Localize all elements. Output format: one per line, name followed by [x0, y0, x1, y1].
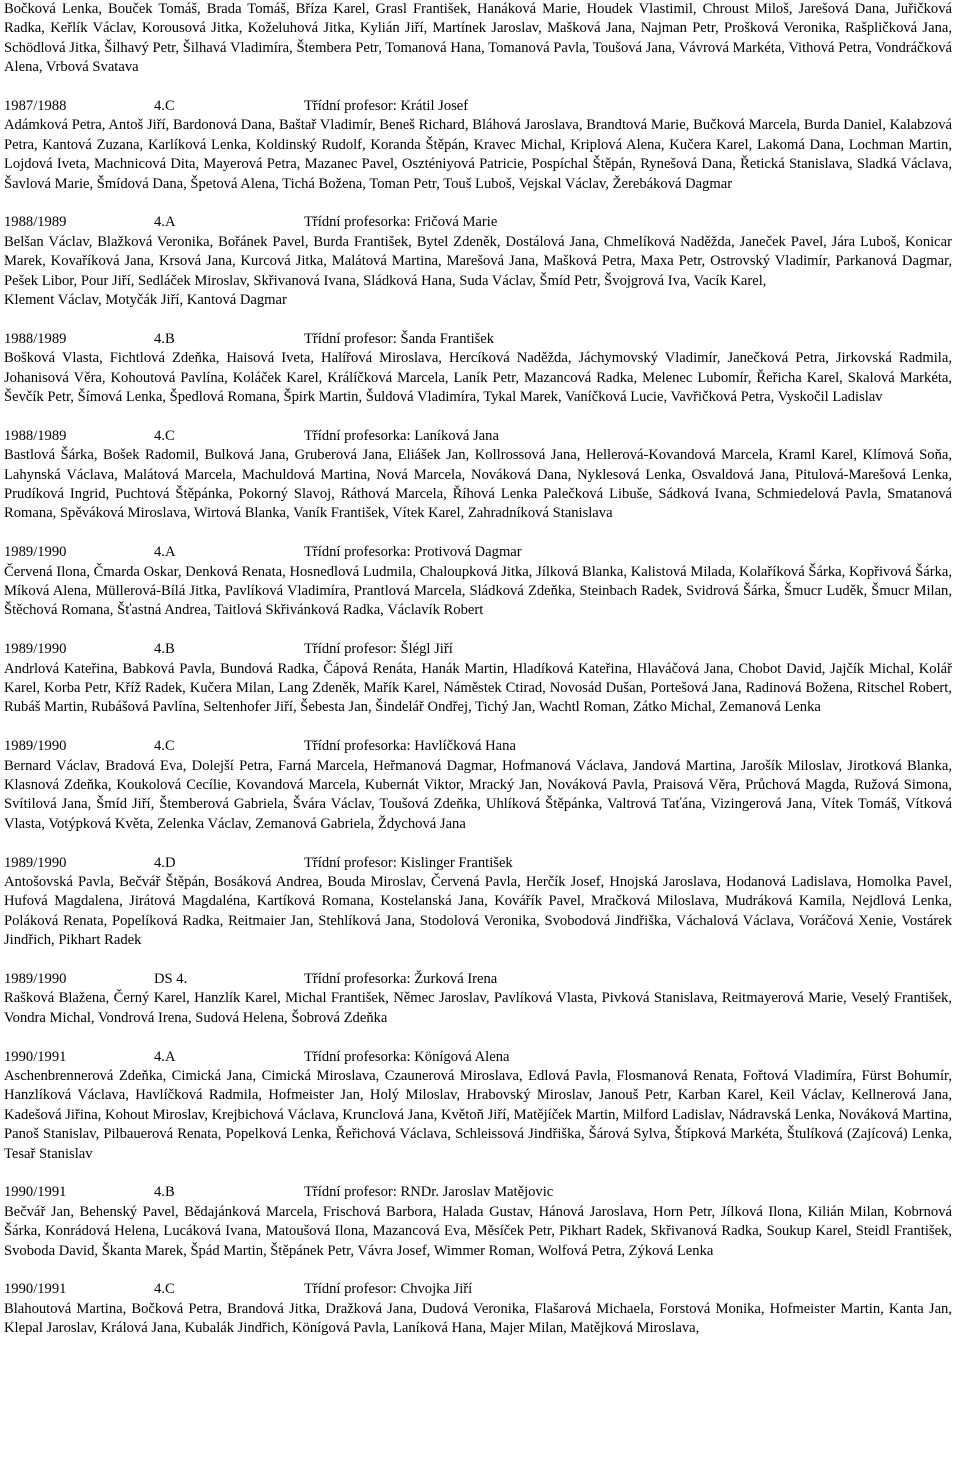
school-year: 1988/1989 — [4, 427, 67, 444]
school-year: 1990/1991 — [4, 1048, 67, 1065]
class-section — [4, 621, 952, 718]
intro-student-list: Bočková Lenka, Bouček Tomáš, Brada Tomáš, Bříza Karel, Grasl František, Hanáková Marie, Houdek Vlastimil, Chroust Miloš, Jarešová Dana, Juřičková Radka, Keřlík Václav, Korousová Jitka, Koželuhová Jitka, Kylián Jiří, Martínek Jaroslav, Mašková Jana, Najman Petr, Prošková Veronika, Rašpličková Jana, Schödlová Jitka, Šilhavý Petr, Šilhavá Vladimíra, Štembera Petr, Tomanová Hana, Tomanová Pavla, Toušová Jana, Vávrová Markéta, Vithová Petra, Vondráčková Alena, Vrbová Svatava — [4, 1, 952, 76]
class-teacher: Třídní profesor: Šlégl Jiří — [304, 641, 453, 658]
class-section — [4, 718, 952, 834]
student-list: Adámková Petra, Antoš Jiří, Bardonová Dana, Baštař Vladimír, Beneš Richard, Bláhová Jaroslava, Brandtová Marie, Bučková Marcela, Burda Daniel, Kalabzová Petra, Kantová Zuzana, Karlíková Lenka, Koldinský Rudolf, Koranda Štěpán, Kravec Michal, Kriplová Alena, Kučera Karel, Lakomá Dana, Lochman Martin, Lojdová Iveta, Machnicová Dita, Mayerová Petra, Mazanec Pavel, Oszténiyová Patricie, Pospíchal Štěpán, Rynešová Dana, Řetická Stanislava, Sladká Václava, Šavlová Marie, Šmídová Dana, Špetová Alena, Tichá Božena, Toman Petr, Touš Luboš, Vejskal Václav, Žerebáková Dagmar — [4, 117, 952, 192]
document-page — [4, 0, 952, 1339]
class-label: 4.C — [154, 1281, 175, 1298]
class-teacher: Třídní profesorka: Laníková Jana — [304, 427, 499, 444]
student-list-extra: Klement Václav, Motyčák Jiří, Kantová Dagmar — [4, 292, 287, 309]
student-list: Bernard Václav, Bradová Eva, Dolejší Petra, Farná Marcela, Heřmanová Dagmar, Hofmanová Václava, Jandová Martina, Jarošík Miloslav, Jirotková Blanka, Klasnová Zdeňka, Koukolová Cecílie, Kovandová Marcela, Kubernát Viktor, Mracký Jan, Nováková Pavla, Praisová Věra, Průchová Magda, Ružová Simona, Svítilová Jana, Šmíd Jiří, Štemberová Gabriela, Švára Václav, Toušová Zdeňka, Uhlíková Štěpánka, Valtrová Taťána, Vizingerová Jana, Vítek Tomáš, Vítková Vlasta, Votýpková Květa, Zelenka Václav, Zemanová Gabriela, Ždychová Jana — [4, 757, 952, 832]
class-teacher: Třídní profesor: RNDr. Jaroslav Matějovic — [304, 1184, 554, 1201]
class-label: DS 4. — [154, 971, 188, 988]
class-label: 4.B — [154, 1184, 175, 1201]
class-heading — [4, 1183, 952, 1202]
class-teacher: Třídní profesor: Kislinger František — [304, 854, 513, 871]
school-year: 1988/1989 — [4, 214, 67, 231]
school-year: 1989/1990 — [4, 738, 67, 755]
class-heading — [4, 1280, 952, 1299]
class-heading — [4, 970, 952, 989]
school-year: 1989/1990 — [4, 641, 67, 658]
student-list: Andrlová Kateřina, Babková Pavla, Bundová Radka, Čápová Renáta, Hanák Martin, Hladíková Kateřina, Hlaváčová Jana, Chobot David, Jajčík Michal, Kolář Karel, Korba Petr, Kříž Radek, Kučera Milan, Lang Zdeněk, Mařík Karel, Náměstek Ctirad, Novosád Dušan, Portešová Jana, Radinová Božena, Ritschel Robert, Rubáš Martin, Rubášová Pavlína, Seltenhofer Jiří, Šebesta Jan, Šindelář Ondřej, Tichý Jan, Wachtl Roman, Zátko Michal, Zemanová Lenka — [4, 660, 952, 716]
class-heading — [4, 640, 952, 659]
school-year: 1990/1991 — [4, 1184, 67, 1201]
class-label: 4.B — [154, 641, 175, 658]
class-section — [4, 194, 952, 310]
class-label: 4.C — [154, 738, 175, 755]
student-list: Aschenbrennerová Zdeňka, Cimická Jana, Cimická Miroslava, Czaunerová Miroslava, Edlová Pavla, Flosmanová Renata, Fořtová Vladimíra, Fürst Bohumír, Hanzlíková Václava, Havlíčková Radmila, Hofmeister Jan, Holý Miloslav, Hrabovský Miroslav, Janouš Petr, Karban Karel, Keil Václav, Kellnerová Jana, Kadešová Jiřina, Kohout Miroslav, Krejbichová Václava, Krunclová Jana, Květoň Jiří, Matějíček Martin, Milford Ladislav, Nádravská Lenka, Nováková Martina, Panoš Stanislav, Pilbauerová Renata, Popelková Lenka, Řeřichová Václava, Schleissová Jindřiška, Šárová Sylva, Štípková Markéta, Štulíková (Zajícová) Lenka, Tesař Stanislav — [4, 1068, 952, 1162]
class-teacher: Třídní profesorka: Žurková Irena — [304, 971, 498, 988]
student-list: Bastlová Šárka, Bošek Radomil, Bulková Jana, Gruberová Jana, Eliášek Jan, Kollrossová Jana, Hellerová-Kovandová Marcela, Kraml Karel, Klímová Soňa, Lahynská Václava, Malátová Marcela, Machuldová Martina, Nová Marcela, Nováková Dana, Nyklesová Lenka, Osvaldová Jana, Pitulová-Marešová Lenka, Prudíková Ingrid, Puchtová Štěpánka, Pokorný Slavoj, Ráthová Marcela, Říhová Lenka Palečková Libuše, Sádková Ivana, Schmiedelová Pavla, Smatanová Romana, Spěváková Miroslava, Wirtová Blanka, Vaník František, Vítek Karel, Zahradníková Stanislava — [4, 447, 952, 522]
class-heading — [4, 1048, 952, 1067]
class-teacher: Třídní profesorka: Havlíčková Hana — [304, 738, 516, 755]
class-heading — [4, 330, 952, 349]
class-heading — [4, 854, 952, 873]
student-list: Červená Ilona, Čmarda Oskar, Denková Renata, Hosnedlová Ludmila, Chaloupková Jitka, Jílková Blanka, Kalistová Milada, Kolaříková Šárka, Kopřivová Šárka, Míková Alena, Müllerová-Bílá Jitka, Pavlíková Vladimíra, Prantlová Marcela, Sládková Zdeňka, Steinbach Radek, Svidrová Šárka, Šmucr Luděk, Šmucr Milan, Štěchová Romana, Šťastná Andrea, Taitlová Skřivánková Radka, Václavík Robert — [4, 563, 952, 619]
class-heading — [4, 543, 952, 562]
class-label: 4.A — [154, 544, 176, 561]
student-list: Antošovská Pavla, Bečvář Štěpán, Bosáková Andrea, Bouda Miroslav, Červená Pavla, Herčík Josef, Hnojská Jaroslava, Hodanová Ladislava, Homolka Pavel, Hufová Magdalena, Jirátová Magdaléna, Kartíková Romana, Kostelanská Jana, Kovářík Pavel, Mračková Miloslava, Mudráková Kamila, Nejdlová Lenka, Poláková Renata, Popelíková Radka, Reitmaier Jan, Stehlíková Jana, Stodolová Veronika, Svobodová Jindřiška, Váchalová Václava, Voráčová Xenie, Vostárek Jindřich, Pikhart Radek — [4, 874, 952, 949]
class-label: 4.B — [154, 330, 175, 347]
class-section — [4, 524, 952, 621]
class-section — [4, 310, 952, 407]
class-section — [4, 1028, 952, 1164]
student-list: Bečvář Jan, Behenský Pavel, Bědajánková Marcela, Frischová Barbora, Halada Gustav, Hánová Jaroslava, Horn Petr, Jílková Ilona, Kilián Milan, Kobrnová Šárka, Konrádová Helena, Lucáková Ivana, Matoušová Ilona, Mazancová Eva, Měsíček Petr, Pikhart Radek, Skřivanová Radka, Soukup Karel, Steidl František, Svoboda David, Škanta Marek, Špád Martin, Štěpánek Petr, Vávra Josef, Wimmer Roman, Wolfová Petra, Zýková Lenka — [4, 1203, 952, 1259]
class-section — [4, 1261, 952, 1339]
school-year: 1989/1990 — [4, 971, 67, 988]
class-teacher: Třídní profesor: Šanda František — [304, 330, 495, 347]
class-section — [4, 1164, 952, 1261]
student-list: Bošková Vlasta, Fichtlová Zdeňka, Haisová Iveta, Halířová Miroslava, Hercíková Naděžda, Jáchymovský Vladimír, Janečková Petra, Jirkovská Radmila, Johanisová Věra, Kohoutová Pavlína, Koláček Karel, Králíčková Marcela, Laník Petr, Mazancová Radka, Melenec Lubomír, Řeřicha Karel, Skalová Markéta, Ševčík Petr, Šímová Lenka, Špedlová Romana, Špirk Martin, Šuldová Vladimíra, Tykal Marek, Vaníčková Lucie, Vavřičková Petra, Vyskočil Ladislav — [4, 350, 952, 406]
class-section — [4, 407, 952, 523]
class-section — [4, 78, 952, 194]
school-year: 1990/1991 — [4, 1281, 67, 1298]
class-teacher: Třídní profesorka: Fričová Marie — [304, 214, 498, 231]
class-section — [4, 951, 952, 1029]
class-heading — [4, 213, 952, 232]
school-year: 1989/1990 — [4, 854, 67, 871]
class-teacher: Třídní profesorka: Protivová Dagmar — [304, 544, 522, 561]
class-label: 4.D — [154, 854, 176, 871]
class-label: 4.A — [154, 1048, 176, 1065]
class-heading — [4, 427, 952, 446]
school-year: 1988/1989 — [4, 330, 67, 347]
class-teacher: Třídní profesorka: Könígová Alena — [304, 1048, 510, 1065]
class-heading — [4, 737, 952, 756]
class-label: 4.C — [154, 427, 175, 444]
class-label: 4.C — [154, 98, 175, 115]
class-heading — [4, 97, 952, 116]
school-year: 1989/1990 — [4, 544, 67, 561]
school-year: 1987/1988 — [4, 98, 67, 115]
class-label: 4.A — [154, 214, 176, 231]
class-section — [4, 834, 952, 950]
student-list: Rašková Blažena, Černý Karel, Hanzlík Karel, Michal František, Němec Jaroslav, Pavlíková Vlasta, Pivková Stanislava, Reitmayerová Marie, Veselý František, Vondra Michal, Vondrová Irena, Sudová Helena, Šobrová Zdeňka — [4, 990, 952, 1026]
class-list — [4, 78, 952, 1339]
student-list: Belšan Václav, Blažková Veronika, Bořánek Pavel, Burda František, Bytel Zdeněk, Dostálová Jana, Chmelíková Naděžda, Janeček Pavel, Jára Luboš, Konicar Marek, Kovaříková Jana, Krsová Jana, Kurcová Jitka, Malátová Martina, Marešová Jana, Mašková Petra, Maxa Petr, Ostrovský Vladimír, Parkanová Dagmar, Pešek Libor, Pour Jiří, Sedláček Miroslav, Skřivanová Ivana, Sládková Hana, Suda Václav, Šmíd Petr, Švojgrová Iva, Vacík Karel, — [4, 233, 952, 289]
student-list: Blahoutová Martina, Bočková Petra, Brandová Jitka, Dražková Jana, Dudová Veronika, Flašarová Michaela, Forstová Monika, Hofmeister Martin, Kanta Jan, Klepal Jaroslav, Králová Jana, Kubalák Jindřich, Könígová Pavla, Laníková Hana, Majer Milan, Matějková Miroslava, — [4, 1300, 952, 1337]
class-teacher: Třídní profesor: Krátil Josef — [304, 98, 469, 115]
class-teacher: Třídní profesor: Chvojka Jiří — [304, 1281, 473, 1298]
